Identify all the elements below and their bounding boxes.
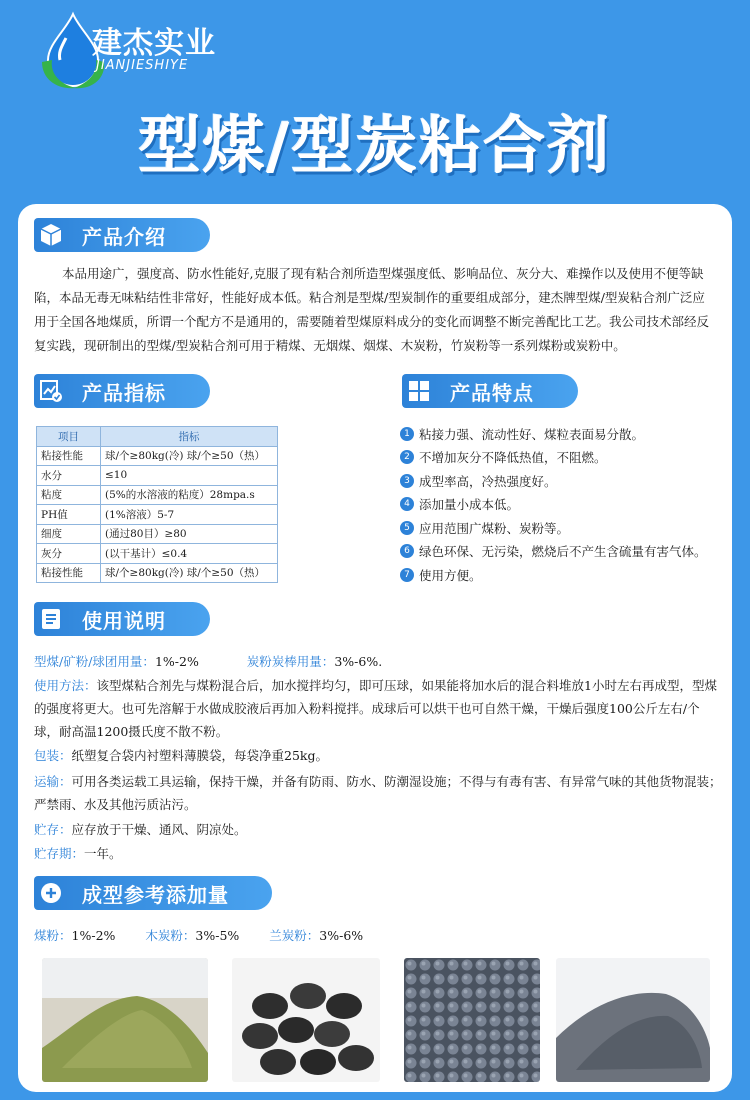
brand-pinyin: JIANJIESHIYE <box>96 58 189 73</box>
spec-cell: 粘度 <box>37 485 101 505</box>
spec-header-row <box>37 427 278 447</box>
grid-icon <box>402 374 436 408</box>
section-reference-header <box>34 876 272 910</box>
spec-cell: (1%溶液）5-7 <box>101 505 278 525</box>
spec-cell: 细度 <box>37 524 101 544</box>
section-spec-header <box>34 374 210 408</box>
method-paragraph <box>34 674 724 743</box>
table-row <box>37 446 278 466</box>
plus-circle-icon <box>34 876 68 910</box>
dosage-value: 1%-2% <box>154 654 199 669</box>
content-card <box>18 204 732 1092</box>
chart-check-icon <box>34 374 68 408</box>
spec-cell: 粘接性能 <box>37 563 101 583</box>
section-intro-header <box>34 218 210 252</box>
cube-icon <box>34 218 68 252</box>
number-badge: 7 <box>400 568 414 582</box>
list-item <box>400 446 720 470</box>
spec-cell: (以干基计）≤0.4 <box>101 544 278 564</box>
reference-label: 兰炭粉： <box>269 928 320 943</box>
gray-powder-photo <box>556 958 710 1082</box>
storage-label: 贮存： <box>34 822 72 837</box>
spec-cell: PH值 <box>37 505 101 525</box>
feature-text: 成型率高，冷热强度好。 <box>419 473 557 489</box>
section-features-header <box>402 374 578 408</box>
transport-paragraph <box>34 770 724 816</box>
reference-label: 木炭粉： <box>145 928 196 943</box>
brand-name: 建杰实业 <box>92 26 216 61</box>
section-intro-title: 产品介绍 <box>82 224 166 249</box>
spec-cell: 球/个≥80kg(冷) 球/个≥50（热） <box>101 446 278 466</box>
spec-cell: (5%的水溶液的粘度）28mpa.s <box>101 485 278 505</box>
list-item <box>400 540 720 564</box>
coal-briquettes-photo <box>232 958 380 1082</box>
intro-text: 本品用途广，强度高、防水性能好,克服了现有粘合剂所造型煤强度低、影响品位、灰分大、难操作以及使用不便等缺陷，本品无毒无味粘结性非常好，性能好成本低。粘合剂是型煤/型炭制作的重要组成部分，建杰牌型煤/型炭粘合剂广泛应用于全国各地煤质，所谓一个配方不是通用的，需要随着型煤原料成分的变化而调整不断完善配比工艺。我公司技术部经反复实践，现研制出的型煤/型炭粘合剂可用于精煤、无烟煤、烟煤、木炭粉，竹炭粉等一系列煤粉或炭粉中。 <box>34 266 710 353</box>
reference-line <box>34 924 724 947</box>
dosage-label: 炭粉炭棒用量： <box>246 654 335 669</box>
dosage-line <box>34 650 724 673</box>
section-usage-header <box>34 602 210 636</box>
feature-text: 绿色环保、无污染，燃烧后不产生含硫量有害气体。 <box>419 544 707 560</box>
transport-text: 可用各类运载工具运输，保持干燥，并备有防雨、防水、防潮湿设施；不得与有毒有害、有异常气味的其他货物混装；严禁雨、水及其他污质沾污。 <box>34 774 722 812</box>
feature-text: 添加量小成本低。 <box>419 497 520 513</box>
spec-table <box>36 426 278 583</box>
reference-value: 3%-5% <box>195 928 240 943</box>
number-badge: 4 <box>400 497 414 511</box>
storage-text: 应存放于干燥、通风、阴凉处。 <box>71 822 247 837</box>
list-item <box>400 493 720 517</box>
pellets-photo <box>404 958 540 1082</box>
list-item <box>400 516 720 540</box>
method-text: 该型煤粘合剂先与煤粉混合后，加水搅拌均匀，即可压球，如果能将加水后的混合料堆放1小时左右再成型，型煤的强度将更大。也可先溶解于水做成胶液后再加入粉料搅拌。成球后可以烘干也可自然干燥，干燥后强度100公斤左右/个球，耐高温1200摄氏度不散不粉。 <box>34 678 717 739</box>
storage-line <box>34 818 724 841</box>
list-item <box>400 469 720 493</box>
section-features-title: 产品特点 <box>450 380 534 405</box>
feature-text: 粘接力强、流动性好、煤粒表面易分散。 <box>419 426 645 442</box>
transport-label: 运输： <box>34 774 72 789</box>
document-list-icon <box>34 602 68 636</box>
table-row <box>37 505 278 525</box>
number-badge: 6 <box>400 544 414 558</box>
spec-header-item: 项目 <box>37 427 101 447</box>
section-spec-title: 产品指标 <box>82 380 166 405</box>
number-badge: 3 <box>400 474 414 488</box>
reference-label: 煤粉： <box>34 928 72 943</box>
feature-text: 应用范围广煤粉、炭粉等。 <box>419 520 570 536</box>
features-list <box>400 422 720 587</box>
number-badge: 5 <box>400 521 414 535</box>
table-row <box>37 563 278 583</box>
spec-cell: 球/个≥80kg(冷) 球/个≥50（热） <box>101 563 278 583</box>
spec-cell: 灰分 <box>37 544 101 564</box>
reference-value: 3%-6% <box>319 928 364 943</box>
section-reference-title: 成型参考添加量 <box>82 882 229 907</box>
table-row <box>37 485 278 505</box>
feature-text: 使用方便。 <box>419 567 482 583</box>
list-item <box>400 422 720 446</box>
spec-cell: (通过80目）≥80 <box>101 524 278 544</box>
table-row <box>37 524 278 544</box>
list-item <box>400 563 720 587</box>
number-badge: 2 <box>400 450 414 464</box>
dosage-value: 3%-6%. <box>334 654 383 669</box>
section-usage-title: 使用说明 <box>82 608 166 633</box>
shelf-life-line <box>34 842 724 865</box>
page-title: 型煤/型炭粘合剂 <box>138 109 612 182</box>
table-row <box>37 466 278 486</box>
package-text: 纸塑复合袋内衬塑料薄膜袋，每袋净重25kg。 <box>71 748 328 763</box>
spec-header-value: 指标 <box>101 427 278 447</box>
feature-text: 不增加灰分不降低热值，不阻燃。 <box>419 450 607 466</box>
method-label: 使用方法： <box>34 678 97 693</box>
powder-pile-photo <box>42 958 208 1082</box>
reference-value: 1%-2% <box>71 928 116 943</box>
table-row <box>37 544 278 564</box>
dosage-label: 型煤/矿粉/球团用量： <box>34 654 155 669</box>
number-badge: 1 <box>400 427 414 441</box>
spec-cell: 粘接性能 <box>37 446 101 466</box>
shelf-life-label: 贮存期： <box>34 846 85 861</box>
spec-cell: 水分 <box>37 466 101 486</box>
package-line <box>34 744 724 767</box>
shelf-life-text: 一年。 <box>84 846 122 861</box>
spec-cell: ≤10 <box>101 466 278 486</box>
package-label: 包装： <box>34 748 72 763</box>
